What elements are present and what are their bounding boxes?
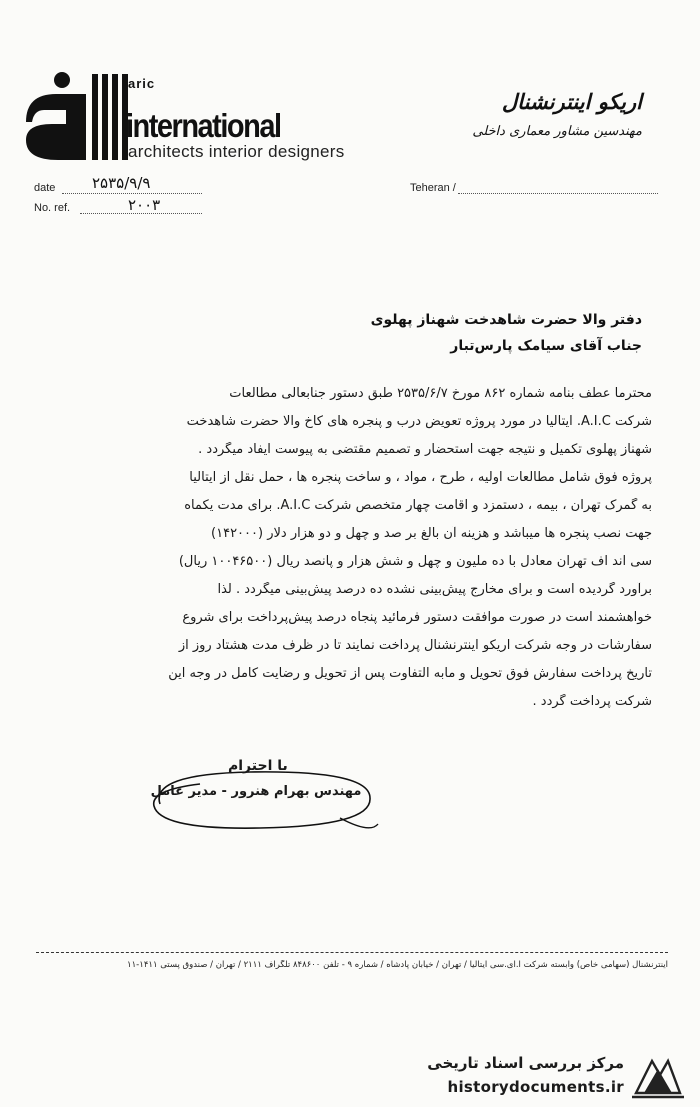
- footer-divider: [36, 952, 668, 953]
- signature-scribble: [140, 764, 380, 834]
- letter-body: [52, 386, 652, 722]
- brand-small-text: aric: [128, 76, 156, 91]
- watermark-url: historydocuments.ir: [447, 1078, 624, 1096]
- body-line: محترما عطف بنامه شماره ۸۶۲ مورخ ۲۵۳۵/۶/۷ طبق دستور جنابعالی مطالعات: [229, 386, 652, 401]
- body-line: برآورد گردیده است و برای مخارج پیش‌بینی نشده ده درصد پیش‌بینی میگردد . لذا: [217, 582, 652, 597]
- brand-title: international: [126, 108, 281, 145]
- recipient-line-2: جناب آقای سیامک پارس‌تبار: [450, 338, 642, 354]
- date-underline: [62, 193, 202, 194]
- date-label: date: [34, 182, 56, 194]
- body-line: شرکت پرداخت گردد .: [532, 694, 652, 709]
- archive-logo-icon: [630, 1055, 686, 1101]
- aric-logo: [22, 70, 130, 162]
- recipient-line-1: دفتر والا حضرت شاهدخت شهناز پهلوی: [370, 312, 642, 328]
- body-line: شرکت A.I.C. ایتالیا در مورد پروژه تعویض درب و پنجره های کاخ والا حضرت شاهدخت: [186, 414, 652, 429]
- footer-address: اینترنشنال (سهامی خاص) وابسته شرکت آ.ای.سی ایتالیا / تهران / خیابان پادشاه / شماره ۹ - تلفن ۸۴۸۶۰۰ تلگراف ۲۱۱۱ / تهران / صندوق پستی ۱۴۱۱-۱۱: [127, 960, 668, 970]
- ref-value: ۲۰۰۳: [128, 196, 161, 214]
- persian-brand-subtitle: مهندسین مشاور معماری داخلی: [472, 124, 642, 139]
- body-line: پروژه فوق شامل مطالعات اولیه ، طرح ، مواد ، و ساخت پنجره ها ، حمل نقل از ایتالیا: [189, 470, 652, 485]
- body-line: جهت نصب پنجره ها میباشد و هزینه آن بالغ بر صد و چهل و دو هزار دلار (۱۴۲۰۰۰): [211, 526, 652, 541]
- body-line: خواهشمند است در صورت موافقت دستور فرمائید پنجاه درصد پیش‌پرداخت برای شروع: [182, 610, 652, 625]
- closing-greeting: با احترام: [228, 758, 288, 774]
- body-line: سی اند اف تهران معادل با ده ملیون و چهل و شش هزار و پانصد ریال (۱۰۰۴۶۵۰۰ ریال): [178, 554, 652, 569]
- brand-subtitle: architects interior designers: [128, 142, 345, 161]
- watermark-title: مرکز بررسی اسناد تاریخی: [427, 1054, 624, 1072]
- city-underline: [458, 193, 658, 194]
- body-line: شهناز پهلوی تکمیل و نتیجه جهت استحضار و تصمیم مقتضی به پیوست ایفاد میگردد .: [198, 442, 652, 457]
- body-line: سفارشات در وجه شرکت اریکو اینترنشنال پرداخت نمایند تا در ظرف مدت هشتاد روز از: [178, 638, 652, 653]
- city-label: Teheran /: [410, 182, 456, 194]
- date-value: ۲۵۳۵/۹/۹: [92, 174, 151, 192]
- persian-brand-title: اریکو اینترنشنال: [501, 90, 642, 114]
- ref-label: No. ref.: [34, 202, 71, 214]
- signatory-name: مهندس بهرام هنرور - مدیر عامل: [150, 784, 362, 799]
- body-line: به گمرک تهران ، بیمه ، دستمزد و اقامت چهار متخصص شرکت A.I.C. برای مدت یکماه: [184, 498, 652, 513]
- body-line: تاریخ پرداخت سفارش فوق تحویل و مابه التفاوت پس از تحویل و رضایت کامل در وجه این: [168, 666, 652, 681]
